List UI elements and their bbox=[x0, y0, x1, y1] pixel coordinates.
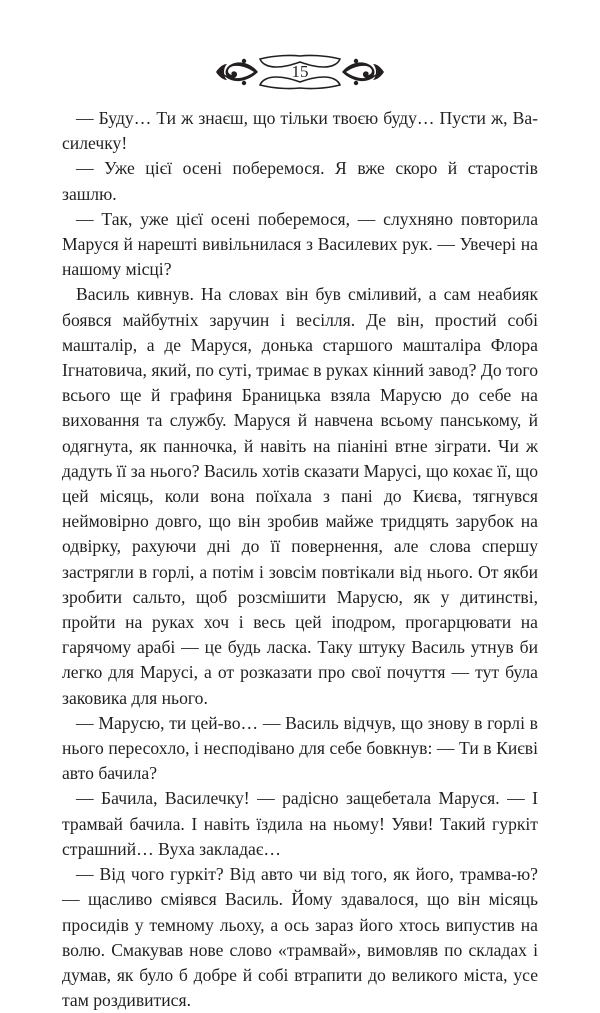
body-text bbox=[62, 106, 538, 1013]
paragraph: — Уже цієї осені поберемося. Я вже скоро й старостів зашлю. bbox=[62, 158, 538, 204]
paragraph: — Бачила, Василечку! — радісно защебетала Маруся. — І трамвай бачила. І навіть їздила на ньому! Уяви! Такий гуркіт страшний… Вуха закладає… bbox=[62, 788, 538, 859]
paragraph: — Буду… Ти ж знаєш, що тільки твоєю буду… Пусти ж, Василечку! bbox=[62, 108, 538, 154]
paragraph: — Так, уже цієї осені поберемося, — слухняно повторила Маруся й нарешті вивільнилася з Василевих рук. — Увечері на нашому місці? bbox=[62, 208, 538, 280]
paragraph: Василь кивнув. На словах він був сміливий, а сам неабияк боявся майбутніх заручин і весілля. Де він, простий собі машталір, а де Маруся, донька старшого машталіра Флора Ігнатовича, який, по суті, тримає в руках кінний завод? До того всього ще й графиня Браницька взяла Марусю до себе на виховання та службу. Маруся й навчена всьому панському, й одягнута, як панночка, й навіть на піаніні втне зіграти. Чи ж дадуть її за нього? Василь хотів сказати Марусі, що кохає її, що цей місяць, коли вона поїхала з пані до Києва, тягнувся неймовірно довго, що він зробив майже тридцять зарубок на одвірку, рахуючи дні до її повернення, але слова спершу застрягли в горлі, а потім і зовсім повтікали від нього. От якби зробити сальто, щоб розсмішити Марусю, як у дитинстві, пройти на руках хоч і весь цей іподром, прогарцювати на гарячому арабі — це будь ласка. Таку штуку Василь утнув би легко для Марусі, а от розказати про свої почуття — тут була заковика для нього. bbox=[62, 284, 538, 708]
page-header bbox=[0, 52, 600, 96]
paragraph: — Від чого гуркіт? Від авто чи від того, як його, трамва-ю? — щасливо сміявся Василь. Йому здавалося, що він місяць просидів у темному льоху, а ось зараз його хтось випустив на волю. Смакував нове слово «трамвай», вимовляв по складах і думав, як було б добре й собі втрапити до великого міста, усе там роздивитися. bbox=[62, 864, 538, 1011]
page-number: 15 bbox=[291, 62, 309, 81]
paragraph: — Марусю, ти цей-во… — Василь відчув, що знову в горлі в нього пересохло, і несподівано для себе бовкнув: — Ти в Києві авто бачила? bbox=[62, 712, 538, 784]
